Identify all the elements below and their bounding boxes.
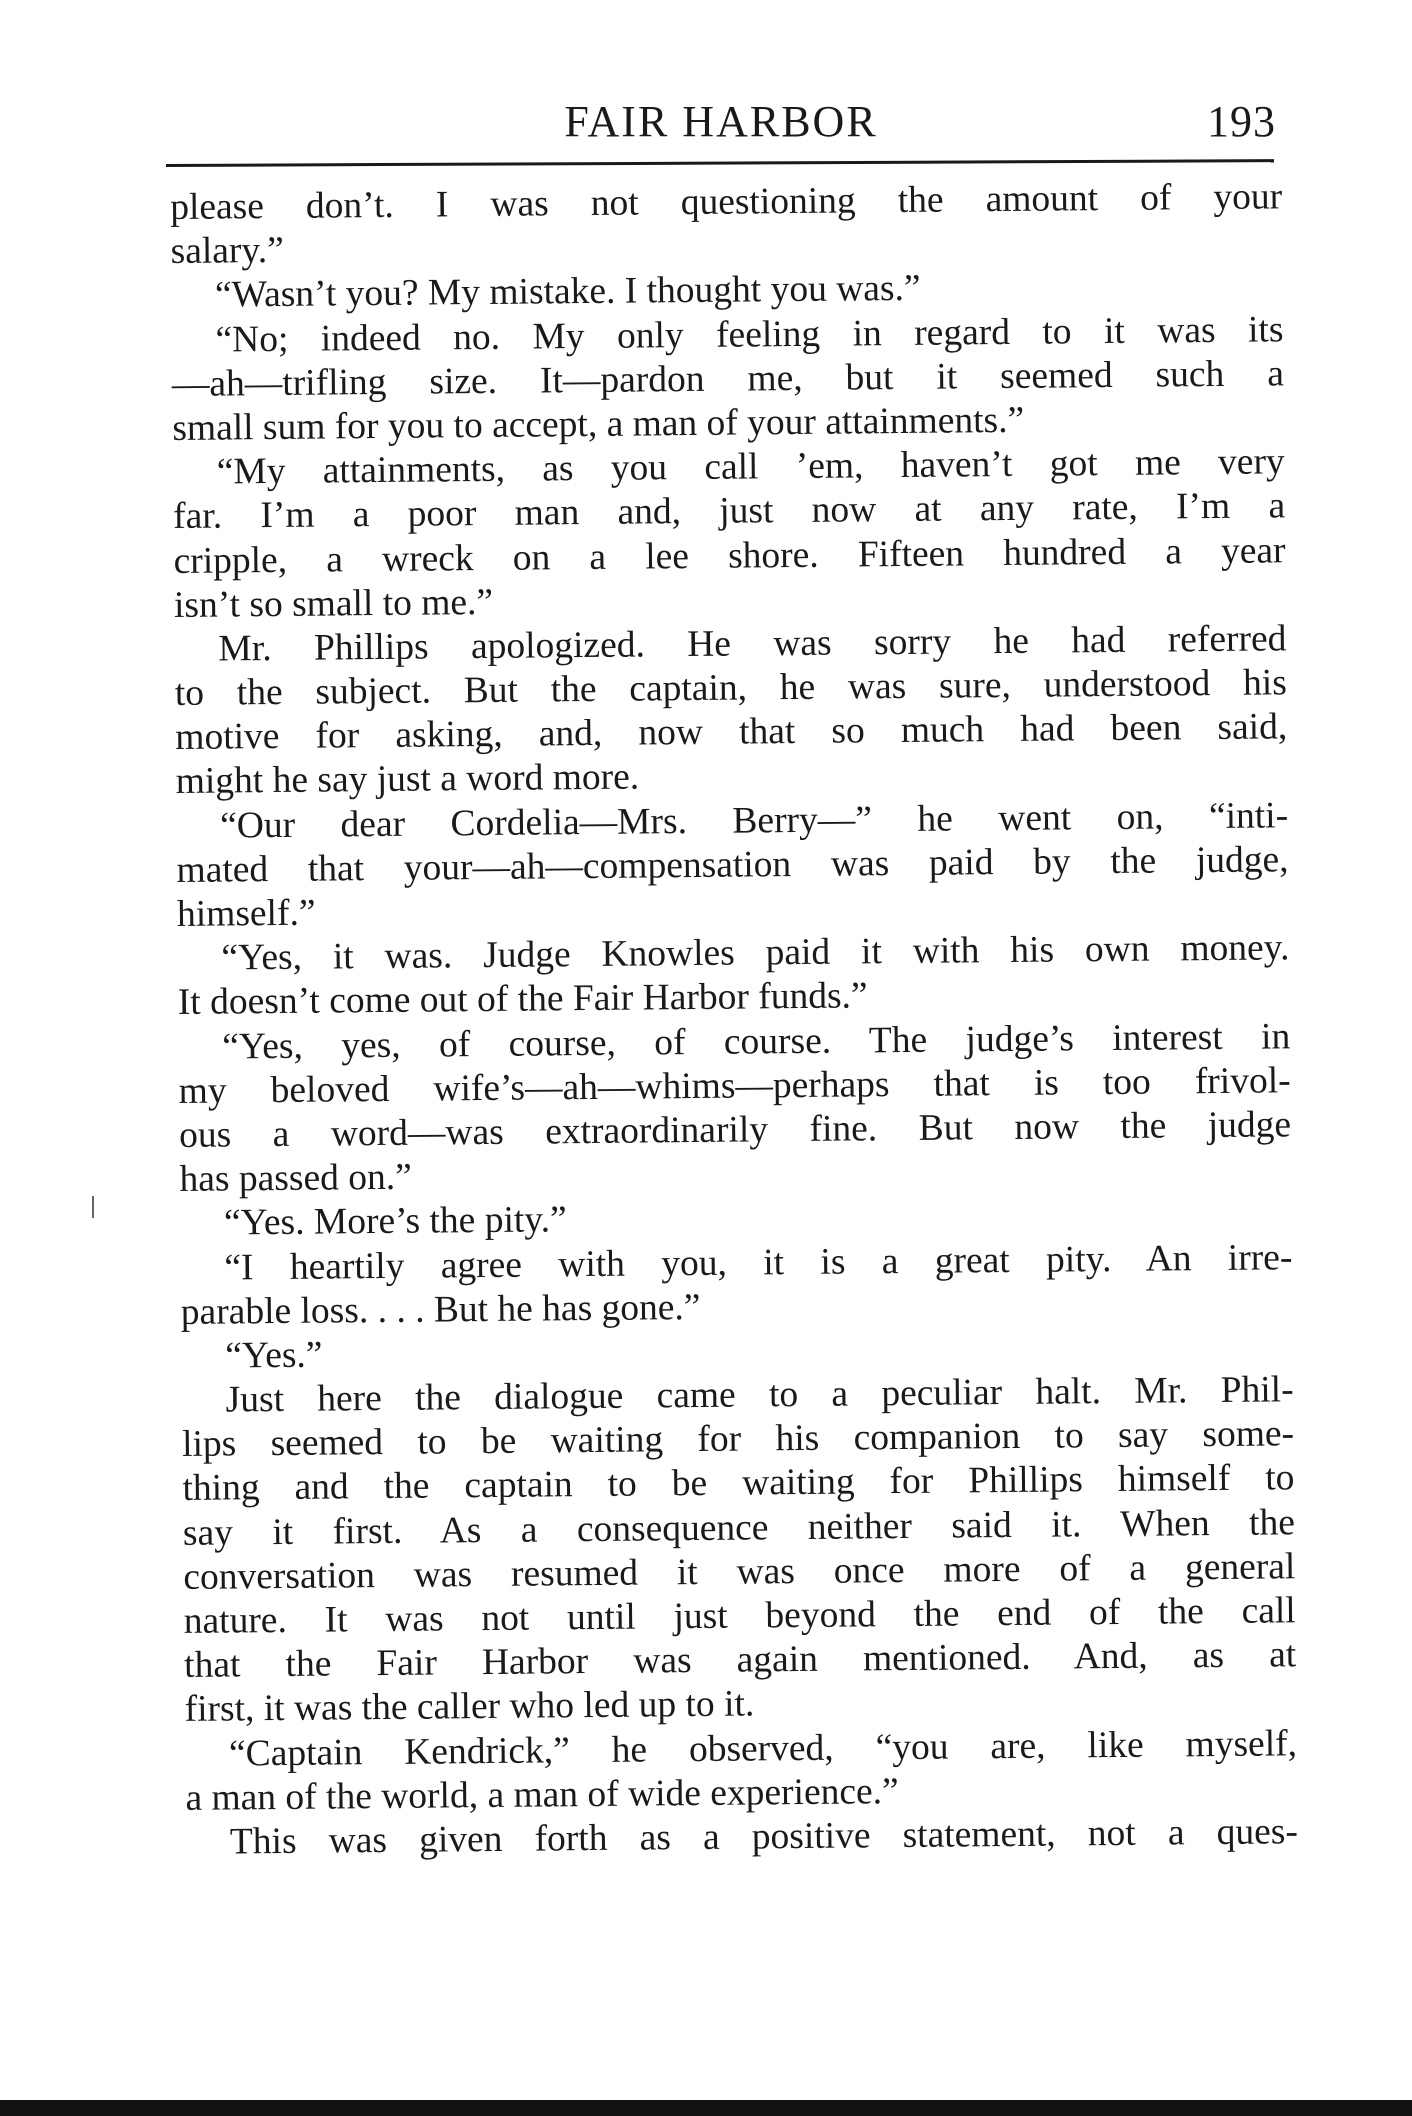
text-line: —ah—trifling size. It—pardon me, but it seemed such a	[171, 353, 1285, 405]
text-line: a man of the world, a man of wide experience.”	[185, 1770, 899, 1819]
text-line: ous a word—was extraordinarily fine. But now the judge	[178, 1104, 1292, 1156]
text-line: lips seemed to be waiting for his companion to say some-	[181, 1413, 1295, 1466]
text-line: “I heartily agree with you, it is a great pity. An irre-	[224, 1236, 1293, 1289]
text-line: “Our dear Cordelia—Mrs. Berry—” he went on, “inti-	[219, 794, 1289, 847]
text-line: nature. It was not until just beyond the end of the call	[183, 1590, 1296, 1642]
text-line: that the Fair Harbor was again mentioned. And, as at	[184, 1634, 1297, 1687]
text-line: “No; indeed no. My only feeling in regard to it was its	[215, 308, 1284, 361]
running-head	[166, 92, 1276, 152]
text-line: thing and the captain to be waiting for Phillips himself to	[182, 1457, 1295, 1510]
text-line: “Captain Kendrick,” he observed, “you are, like myself,	[228, 1722, 1298, 1775]
page-number: 193	[1207, 97, 1276, 146]
text-line: parable loss. . . . But he has gone.”	[180, 1286, 701, 1333]
text-line: say it first. As a consequence neither said it. When the	[182, 1501, 1296, 1554]
text-line: mated that your—ah—compensation was paid by the judge,	[176, 839, 1289, 891]
header-rule	[166, 159, 1274, 167]
text-line: “Yes. More’s the pity.”	[223, 1199, 567, 1244]
text-line: small sum for you to accept, a man of your attainments.”	[172, 399, 1025, 449]
text-line: It doesn’t come out of the Fair Harbor funds.”	[177, 975, 868, 1024]
text-line: salary.”	[170, 230, 284, 273]
text-line: might he say just a word more.	[175, 756, 640, 803]
text-line: first, it was the caller who led up to it.	[184, 1683, 755, 1731]
text-line: “Yes, it was. Judge Knowles paid it with his own money.	[221, 927, 1290, 979]
text-line: to the subject. But the captain, he was sure, understood his	[174, 662, 1288, 715]
text-line: conversation was resumed it was once more of a general	[183, 1546, 1296, 1598]
body-text	[170, 175, 1298, 1865]
scan-bottom-edge	[0, 2100, 1412, 2116]
running-title: FAIR HARBOR	[564, 97, 878, 146]
margin-mark	[92, 1196, 94, 1218]
text-line: cripple, a wreck on a lee shore. Fifteen hundred a year	[173, 529, 1286, 582]
text-line: himself.”	[176, 892, 316, 935]
text-line: “Yes, yes, of course, of course. The judge’s interest in	[222, 1015, 1291, 1068]
text-line: motive for asking, and, now that so much had been said,	[175, 706, 1288, 759]
text-line: This was given forth as a positive statement, not a ques-	[229, 1811, 1299, 1863]
text-line: “Yes.”	[225, 1334, 323, 1377]
text-line: “My attainments, as you call ’em, haven’t got me very	[216, 441, 1285, 493]
text-line: my beloved wife’s—ah—whims—perhaps that is too frivol-	[178, 1060, 1291, 1112]
text-line: please don’t. I was not questioning the amount of your	[170, 176, 1283, 228]
text-line: Just here the dialogue came to a peculiar halt. Mr. Phil-	[225, 1369, 1294, 1421]
text-line: “Wasn’t you? My mistake. I thought you was.”	[214, 268, 921, 316]
text-line: far. I’m a poor man and, just now at any rate, I’m a	[172, 485, 1286, 538]
text-line: has passed on.”	[179, 1156, 412, 1201]
text-line: isn’t so small to me.”	[173, 581, 494, 626]
text-line: Mr. Phillips apologized. He was sorry he had referred	[218, 618, 1287, 670]
